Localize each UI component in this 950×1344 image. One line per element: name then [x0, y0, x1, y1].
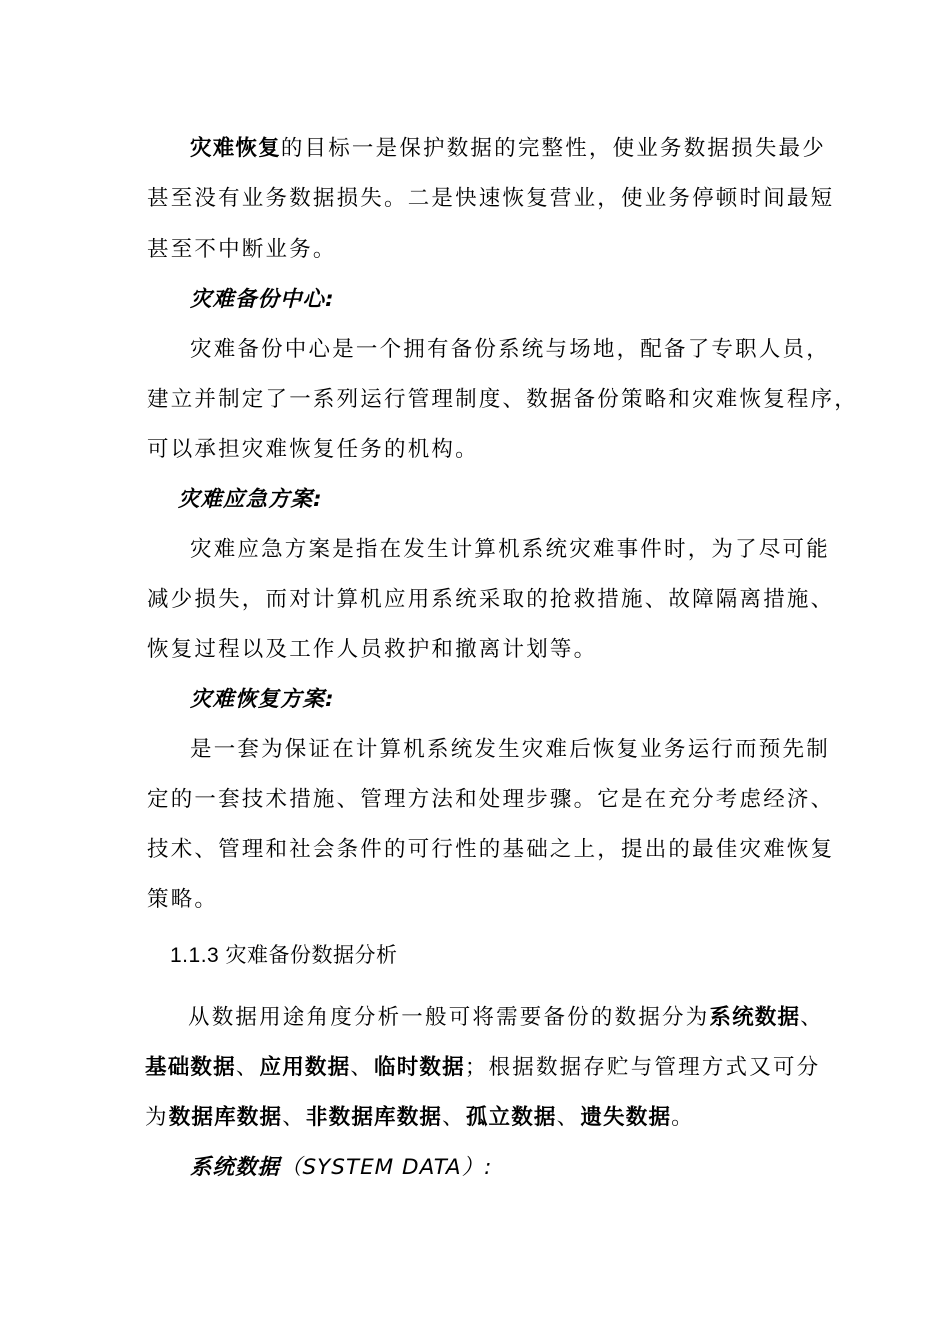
paragraph-1-line-1: [190, 135, 826, 163]
term-3-line-1: 是一套为保证在计算机系统发生灾难后恢复业务运行而预先制: [190, 737, 830, 762]
section-heading: 1.1.3 灾难备份数据分析: [170, 944, 398, 967]
term-database-data: 数据库数据: [168, 1105, 283, 1130]
term-title-recovery-plan: 灾难恢复方案:: [190, 687, 335, 712]
paragraph-2-text: ；根据数据存贮与管理方式又可分: [464, 1055, 821, 1080]
paragraph-2-text: 从数据用途角度分析一般可将需要备份的数据分为: [188, 1005, 710, 1030]
term-system-data: 系统数据: [709, 1005, 801, 1030]
paragraph-1-line-2: 甚至没有业务数据损失。二是快速恢复营业，使业务停顿时间最短: [147, 186, 835, 211]
paragraph-1-text: 的目标一是保护数据的完整性，使业务数据损失最少: [280, 136, 826, 161]
separator: 、: [556, 1105, 581, 1130]
term-title-system-data-text: 系统数据: [190, 1155, 281, 1180]
term-base-data: 基础数据: [145, 1055, 236, 1080]
paragraph-2-line-2: [145, 1054, 820, 1082]
term-isolated-data: 孤立数据: [465, 1105, 557, 1130]
term-1-line-1: 灾难备份中心是一个拥有备份系统与场地，配备了专职人员，: [190, 337, 830, 362]
term-3-line-2: 定的一套技术措施、管理方法和处理步骤。它是在充分考虑经济、: [147, 787, 835, 812]
term-title-backup-center: 灾难备份中心:: [190, 287, 335, 312]
term-2-line-3: 恢复过程以及工作人员救护和撤离计划等。: [147, 637, 598, 662]
separator: 、: [282, 1105, 306, 1130]
separator: 、: [235, 1055, 260, 1080]
term-title-system-data-paren: （SYSTEM DATA）:: [280, 1155, 493, 1180]
term-non-database-data: 非数据库数据: [305, 1105, 443, 1130]
term-3-line-3: 技术、管理和社会条件的可行性的基础之上，提出的最佳灾难恢复: [147, 837, 835, 862]
term-application-data: 应用数据: [259, 1055, 351, 1080]
paragraph-2-line-1: [188, 1004, 824, 1032]
paragraph-2-line-3: [145, 1104, 695, 1132]
separator: 。: [671, 1105, 695, 1130]
term-3-line-4: 策略。: [147, 887, 219, 912]
term-1-line-2: 建立并制定了一系列运行管理制度、数据备份策略和灾难恢复程序，: [147, 387, 859, 412]
separator: 、: [350, 1055, 375, 1080]
separator: 、: [442, 1105, 466, 1130]
term-title-system-data: [190, 1154, 492, 1182]
term-temporary-data: 临时数据: [374, 1055, 465, 1080]
term-title-emergency-plan: 灾难应急方案:: [178, 487, 323, 512]
separator: 、: [800, 1005, 824, 1030]
term-2-line-2: 减少损失，而对计算机应用系统采取的抢救措施、故障隔离措施、: [147, 587, 835, 612]
term-1-line-3: 可以承担灾难恢复任务的机构。: [147, 437, 479, 462]
term-2-line-1: 灾难应急方案是指在发生计算机系统灾难事件时，为了尽可能: [190, 537, 830, 562]
term-disaster-recovery: 灾难恢复: [190, 136, 281, 161]
paragraph-2-text: 为: [145, 1105, 169, 1130]
paragraph-1-line-3: 甚至不中断业务。: [147, 237, 337, 262]
term-lost-data: 遗失数据: [580, 1105, 672, 1130]
